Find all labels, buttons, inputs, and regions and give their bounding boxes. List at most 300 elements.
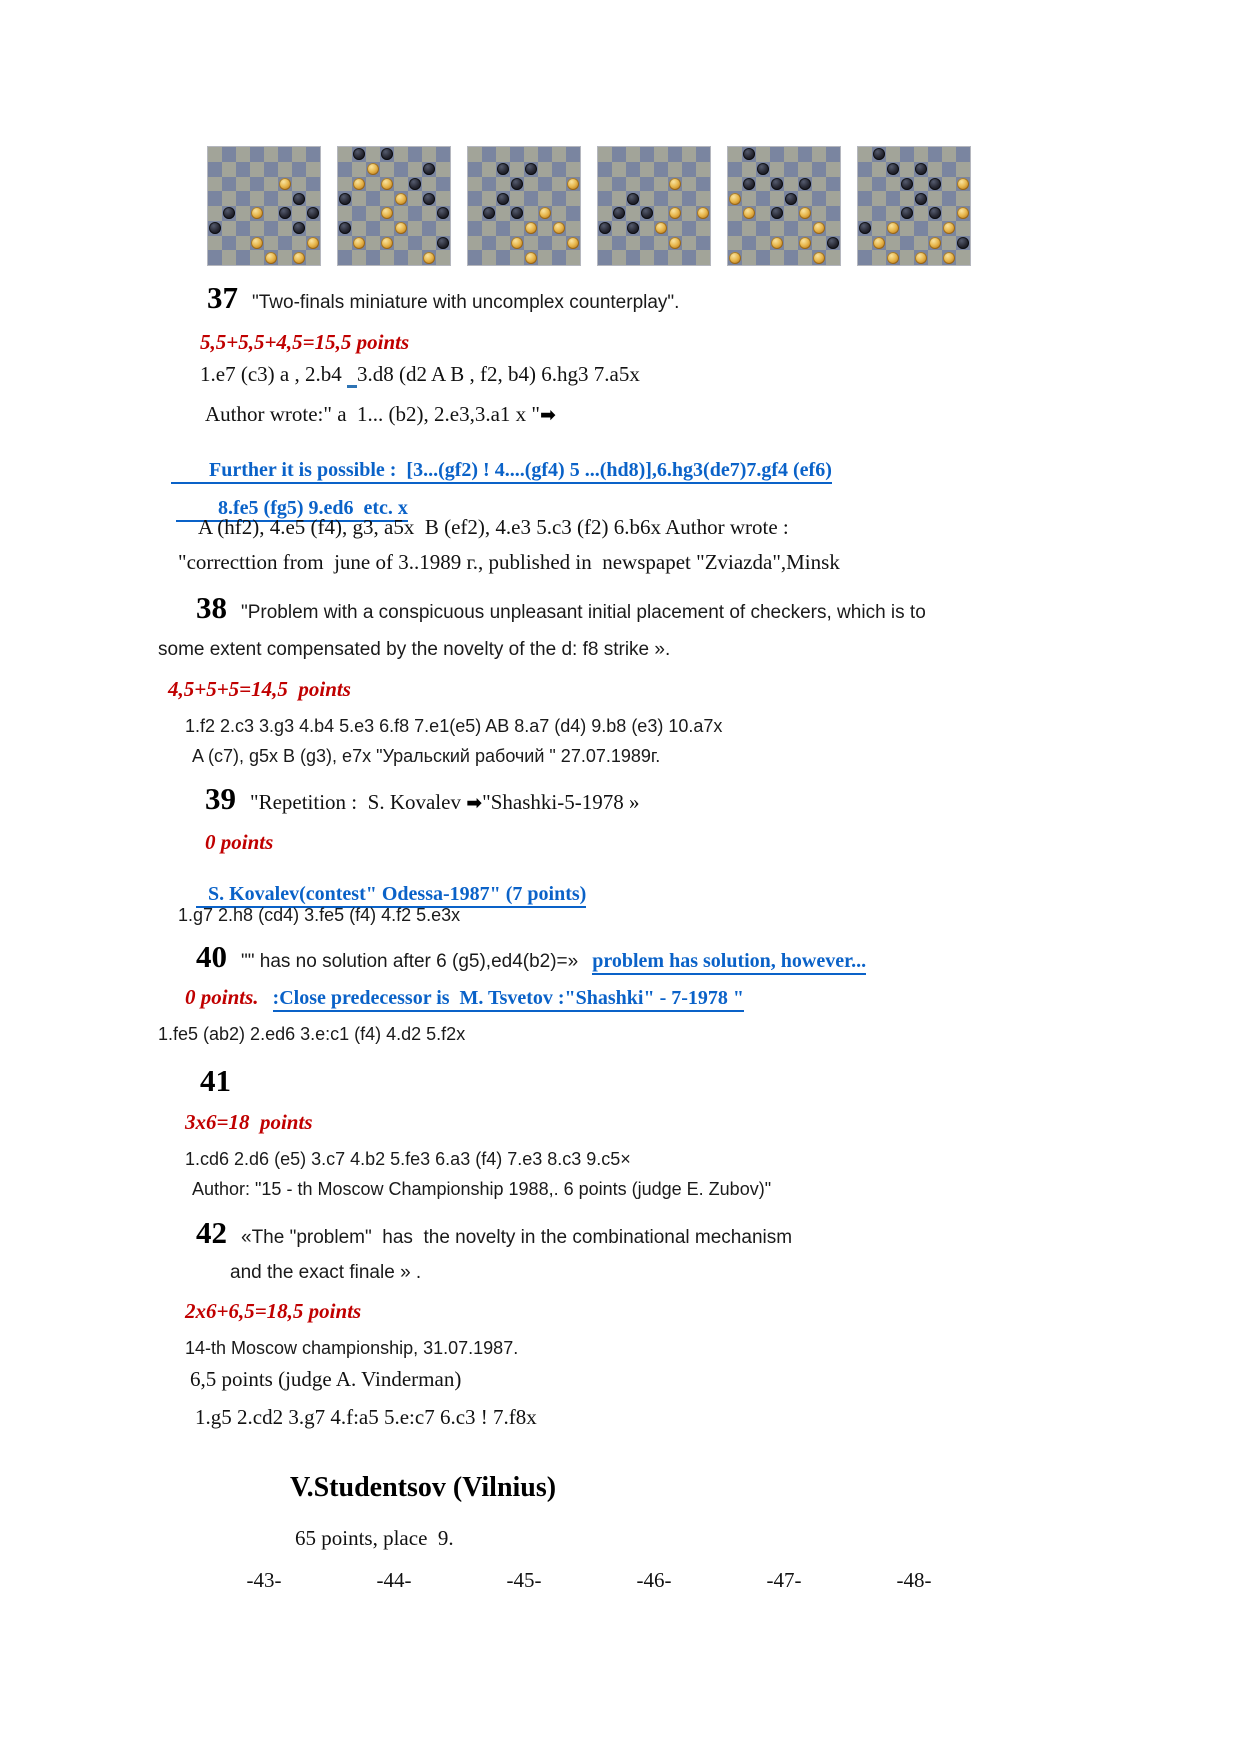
board-square: [236, 191, 250, 206]
problem-41-points: 3x6=18 points: [185, 1110, 313, 1134]
board-square: [914, 177, 928, 192]
board-square: [292, 206, 306, 221]
board-square: [858, 177, 872, 192]
board-square: [278, 221, 292, 236]
board-square: [696, 250, 710, 265]
board-square: [524, 236, 538, 251]
diagram-strip: [208, 147, 970, 265]
board-square: [626, 162, 640, 177]
board-square: [696, 147, 710, 162]
board-square: [482, 191, 496, 206]
board-square: [236, 177, 250, 192]
board-square: [942, 162, 956, 177]
board-square: [654, 250, 668, 265]
board-square: [798, 250, 812, 265]
board-square: [826, 250, 840, 265]
board-square: [236, 250, 250, 265]
board-square: [682, 206, 696, 221]
board-square: [742, 250, 756, 265]
board-square: [524, 191, 538, 206]
board-square: [812, 206, 826, 221]
board-square: [872, 250, 886, 265]
hyperlink[interactable]: :Close predecessor is M. Tsvetov :"Shashki" - 7-1978 ": [273, 987, 744, 1012]
board-square: [682, 162, 696, 177]
board-square: [682, 147, 696, 162]
white-checker: [511, 237, 523, 249]
board-square: [928, 221, 942, 236]
board-square: [914, 147, 928, 162]
board-square: [468, 191, 482, 206]
white-checker: [669, 237, 681, 249]
board-square: [566, 162, 580, 177]
board-square: [538, 162, 552, 177]
board-square: [482, 162, 496, 177]
problem-number: 40: [196, 939, 227, 974]
board-square: [826, 191, 840, 206]
page-number-row: [0, 1568, 1240, 1600]
problem-40-points: 0 points.: [185, 985, 259, 1009]
problem-number: 39: [205, 781, 236, 816]
board-square: [598, 250, 612, 265]
board-square: [784, 162, 798, 177]
board-square: [784, 250, 798, 265]
board-square: [552, 162, 566, 177]
board-square: [538, 250, 552, 265]
board-square: [468, 221, 482, 236]
white-checker: [957, 178, 969, 190]
hyperlink[interactable]: problem has solution, however...: [592, 950, 866, 975]
white-checker: [813, 252, 825, 264]
board-square: [826, 177, 840, 192]
board-square: [756, 221, 770, 236]
white-checker: [873, 237, 885, 249]
board-square: [394, 147, 408, 162]
board-square: [510, 147, 524, 162]
board-square: [250, 191, 264, 206]
board-square: [222, 177, 236, 192]
board-square: [770, 162, 784, 177]
board-square: [682, 250, 696, 265]
board-square: [496, 250, 510, 265]
board-square: [914, 206, 928, 221]
right-arrow-icon: ➡: [540, 404, 556, 426]
board-square: [956, 221, 970, 236]
board-square: [626, 206, 640, 221]
problem-caption: «The "problem" has the novelty in the combinational mechanism: [241, 1227, 793, 1248]
board-square: [250, 177, 264, 192]
board-square: [496, 236, 510, 251]
problem-number: 42: [196, 1215, 227, 1250]
problem-39-link-line: [188, 865, 586, 908]
white-checker: [771, 237, 783, 249]
problem-caption: [250, 790, 639, 815]
checkers-diagram-2: [338, 147, 450, 265]
board-square: [858, 236, 872, 251]
board-square: [552, 147, 566, 162]
problem-42-caption-line2: and the exact finale » .: [230, 1262, 422, 1283]
checkers-diagram-3: [468, 147, 580, 265]
board-square: [566, 191, 580, 206]
board-square: [612, 177, 626, 192]
blue-underline-mark: [347, 364, 357, 388]
board-square: [682, 236, 696, 251]
board-square: [264, 177, 278, 192]
black-checker: [497, 193, 509, 205]
problem-42-solution: 1.g5 2.cd2 3.g7 4.f:a5 5.e:c7 6.c3 ! 7.f8x: [195, 1405, 537, 1429]
caption-text: "Repetition : S. Kovalev: [250, 790, 467, 814]
board-square: [436, 221, 450, 236]
board-square: [482, 236, 496, 251]
board-square: [338, 236, 352, 251]
board-square: [408, 236, 422, 251]
board-square: [872, 221, 886, 236]
problem-38-points: 4,5+5+5=14,5 points: [168, 677, 351, 701]
board-square: [408, 250, 422, 265]
board-square: [728, 162, 742, 177]
right-arrow-icon: ➡: [466, 792, 483, 814]
board-square: [250, 162, 264, 177]
problem-38-solution: 1.f2 2.c3 3.g3 4.b4 5.e3 6.f8 7.e1(e5) AB 8.a7 (d4) 9.b8 (e3) 10.a7x: [185, 716, 723, 736]
board-square: [682, 191, 696, 206]
board-square: [784, 177, 798, 192]
board-square: [352, 206, 366, 221]
hyperlink[interactable]: 8.fe5 (fg5) 9.ed6 etc. x: [176, 497, 408, 522]
board-square: [222, 191, 236, 206]
board-square: [236, 206, 250, 221]
white-checker: [729, 193, 741, 205]
board-square: [826, 221, 840, 236]
problem-37-heading: [207, 280, 679, 316]
problem-37-correction: "correcttion from june of 3..1989 г., published in newspapet "Zviazda",Minsk: [178, 550, 840, 574]
black-checker: [957, 237, 969, 249]
white-checker: [279, 178, 291, 190]
board-square: [524, 206, 538, 221]
board-square: [436, 250, 450, 265]
board-square: [956, 162, 970, 177]
problem-39-points: 0 points: [205, 830, 274, 854]
black-checker: [339, 193, 351, 205]
board-square: [770, 147, 784, 162]
board-square: [264, 221, 278, 236]
board-square: [208, 162, 222, 177]
problem-40-solution: 1.fe5 (ab2) 2.ed6 3.e:c1 (f4) 4.d2 5.f2x: [158, 1024, 466, 1044]
board-square: [612, 191, 626, 206]
black-checker: [627, 193, 639, 205]
board-square: [306, 250, 320, 265]
board-square: [366, 147, 380, 162]
board-square: [886, 147, 900, 162]
board-square: [510, 162, 524, 177]
board-square: [306, 177, 320, 192]
board-square: [914, 236, 928, 251]
board-square: [872, 162, 886, 177]
board-square: [612, 147, 626, 162]
board-square: [640, 177, 654, 192]
white-checker: [381, 178, 393, 190]
board-square: [222, 162, 236, 177]
white-checker: [943, 252, 955, 264]
board-square: [654, 206, 668, 221]
problem-42-event: 14-th Moscow championship, 31.07.1987.: [185, 1338, 519, 1358]
board-square: [886, 206, 900, 221]
board-square: [306, 191, 320, 206]
board-square: [598, 147, 612, 162]
board-square: [858, 162, 872, 177]
board-square: [436, 177, 450, 192]
board-square: [208, 147, 222, 162]
board-square: [338, 162, 352, 177]
board-square: [900, 147, 914, 162]
board-square: [496, 177, 510, 192]
black-checker: [743, 178, 755, 190]
white-checker: [353, 178, 365, 190]
board-square: [380, 221, 394, 236]
board-square: [208, 250, 222, 265]
board-square: [510, 221, 524, 236]
board-square: [306, 221, 320, 236]
white-checker: [307, 237, 319, 249]
board-square: [552, 236, 566, 251]
board-square: [612, 250, 626, 265]
board-square: [858, 147, 872, 162]
problem-caption: "Two-finals miniature with uncomplex counterplay".: [252, 292, 680, 313]
board-square: [626, 147, 640, 162]
page-number: -48-: [896, 1568, 932, 1592]
board-square: [942, 191, 956, 206]
board-square: [222, 147, 236, 162]
board-square: [956, 147, 970, 162]
board-square: [552, 250, 566, 265]
hyperlink[interactable]: Further it is possible : [3...(gf2) ! 4....(gf4) 5 ...(hd8)],6.hg3(de7)7.gf4 (ef6): [171, 459, 832, 484]
board-square: [784, 236, 798, 251]
board-square: [872, 177, 886, 192]
problem-38-caption-line2: some extent compensated by the novelty of the d: f8 strike ».: [158, 639, 671, 660]
board-square: [928, 162, 942, 177]
problem-42-points: 2x6+6,5=18,5 points: [185, 1299, 362, 1323]
board-square: [756, 191, 770, 206]
white-checker: [395, 193, 407, 205]
white-checker: [265, 252, 277, 264]
board-square: [858, 191, 872, 206]
problem-37-points: 5,5+5,5+4,5=15,5 points: [200, 330, 410, 354]
board-square: [956, 191, 970, 206]
problem-number: 37: [207, 280, 238, 315]
board-square: [278, 147, 292, 162]
black-checker: [437, 237, 449, 249]
board-square: [250, 221, 264, 236]
board-square: [292, 147, 306, 162]
board-square: [436, 162, 450, 177]
board-square: [756, 236, 770, 251]
problem-42-judge: 6,5 points (judge A. Vinderman): [190, 1367, 462, 1391]
problem-42-heading: [196, 1215, 792, 1251]
board-square: [798, 221, 812, 236]
board-square: [236, 162, 250, 177]
board-square: [784, 206, 798, 221]
black-checker: [511, 178, 523, 190]
board-square: [496, 206, 510, 221]
board-square: [668, 250, 682, 265]
board-square: [278, 250, 292, 265]
black-checker: [799, 178, 811, 190]
board-square: [264, 236, 278, 251]
board-square: [756, 177, 770, 192]
board-square: [728, 147, 742, 162]
white-checker: [353, 237, 365, 249]
problem-caption: "" has no solution after 6 (g5),ed4(b2)=»: [241, 951, 579, 972]
black-checker: [929, 178, 941, 190]
board-square: [408, 191, 422, 206]
board-square: [552, 206, 566, 221]
board-square: [468, 162, 482, 177]
board-square: [380, 250, 394, 265]
problem-38-variants: A (c7), g5x B (g3), e7x "Уральский рабочий " 27.07.1989г.: [192, 746, 661, 766]
board-square: [482, 221, 496, 236]
board-square: [468, 250, 482, 265]
board-square: [394, 177, 408, 192]
author-note-text: Author wrote:" a 1... (b2), 2.e3,3.a1 x ": [205, 402, 540, 426]
board-square: [524, 147, 538, 162]
board-square: [208, 177, 222, 192]
board-square: [408, 206, 422, 221]
board-square: [612, 236, 626, 251]
board-square: [872, 191, 886, 206]
board-square: [292, 162, 306, 177]
page-number: -44-: [376, 1568, 412, 1592]
board-square: [742, 162, 756, 177]
board-square: [798, 147, 812, 162]
board-square: [510, 250, 524, 265]
board-square: [640, 162, 654, 177]
board-square: [408, 162, 422, 177]
black-checker: [827, 237, 839, 249]
board-square: [510, 191, 524, 206]
board-square: [236, 147, 250, 162]
board-square: [380, 162, 394, 177]
board-square: [956, 250, 970, 265]
problem-39-solution: 1.g7 2.h8 (cd4) 3.fe5 (f4) 4.f2 5.e3x: [178, 905, 461, 925]
board-square: [408, 147, 422, 162]
white-checker: [887, 252, 899, 264]
solution-text: 3.d8 (d2 A B , f2, b4) 6.hg3 7.a5x: [356, 362, 640, 386]
board-square: [482, 177, 496, 192]
board-square: [538, 236, 552, 251]
board-square: [278, 162, 292, 177]
problem-38-heading: [196, 590, 926, 626]
checkers-diagram-6: [858, 147, 970, 265]
board-square: [366, 206, 380, 221]
black-checker: [293, 193, 305, 205]
hyperlink[interactable]: S. Kovalev(contest" Odessa-1987" (7 points): [196, 883, 586, 908]
page-number: -43-: [246, 1568, 282, 1592]
white-checker: [423, 252, 435, 264]
board-square: [236, 221, 250, 236]
board-square: [826, 162, 840, 177]
board-square: [742, 191, 756, 206]
page-number: -46-: [636, 1568, 672, 1592]
board-square: [812, 236, 826, 251]
author-name-heading: V.Studentsov (Vilnius): [290, 1472, 557, 1503]
board-square: [566, 221, 580, 236]
board-square: [496, 221, 510, 236]
board-square: [208, 191, 222, 206]
white-checker: [567, 237, 579, 249]
white-checker: [669, 178, 681, 190]
board-square: [770, 191, 784, 206]
problem-40-heading: [196, 939, 866, 975]
board-square: [886, 191, 900, 206]
board-square: [598, 177, 612, 192]
problem-41-heading: 41: [200, 1063, 231, 1098]
board-square: [250, 250, 264, 265]
board-square: [668, 162, 682, 177]
problem-number: 38: [196, 590, 227, 625]
board-square: [900, 162, 914, 177]
board-square: [422, 236, 436, 251]
board-square: [696, 236, 710, 251]
board-square: [858, 206, 872, 221]
board-square: [552, 177, 566, 192]
problem-37-variants: A (hf2), 4.e5 (f4), g3, a5x B (ef2), 4.e3 5.c3 (f2) 6.b6x Author wrote :: [198, 515, 789, 539]
board-square: [278, 236, 292, 251]
board-square: [728, 221, 742, 236]
author-score: 65 points, place 9.: [295, 1526, 454, 1550]
board-square: [928, 191, 942, 206]
white-checker: [729, 252, 741, 264]
board-square: [598, 191, 612, 206]
board-square: [812, 177, 826, 192]
board-square: [222, 250, 236, 265]
board-square: [222, 236, 236, 251]
board-square: [538, 177, 552, 192]
board-square: [566, 147, 580, 162]
board-square: [942, 206, 956, 221]
board-square: [264, 191, 278, 206]
board-square: [292, 236, 306, 251]
board-square: [784, 221, 798, 236]
solution-text: 1.e7 (c3) a , 2.b4: [200, 362, 347, 386]
board-square: [338, 250, 352, 265]
board-square: [900, 191, 914, 206]
board-square: [626, 177, 640, 192]
board-square: [928, 147, 942, 162]
page-number: -47-: [766, 1568, 802, 1592]
board-square: [696, 221, 710, 236]
board-square: [366, 236, 380, 251]
board-square: [668, 221, 682, 236]
board-square: [436, 147, 450, 162]
board-square: [900, 250, 914, 265]
board-square: [626, 236, 640, 251]
board-square: [770, 221, 784, 236]
board-square: [468, 147, 482, 162]
board-square: [380, 191, 394, 206]
white-checker: [929, 237, 941, 249]
board-square: [422, 206, 436, 221]
board-square: [626, 250, 640, 265]
board-square: [900, 221, 914, 236]
board-square: [352, 191, 366, 206]
board-square: [742, 221, 756, 236]
board-square: [338, 147, 352, 162]
board-square: [872, 206, 886, 221]
board-square: [338, 206, 352, 221]
board-square: [640, 191, 654, 206]
board-square: [394, 162, 408, 177]
board-square: [942, 147, 956, 162]
board-square: [408, 221, 422, 236]
board-square: [928, 250, 942, 265]
